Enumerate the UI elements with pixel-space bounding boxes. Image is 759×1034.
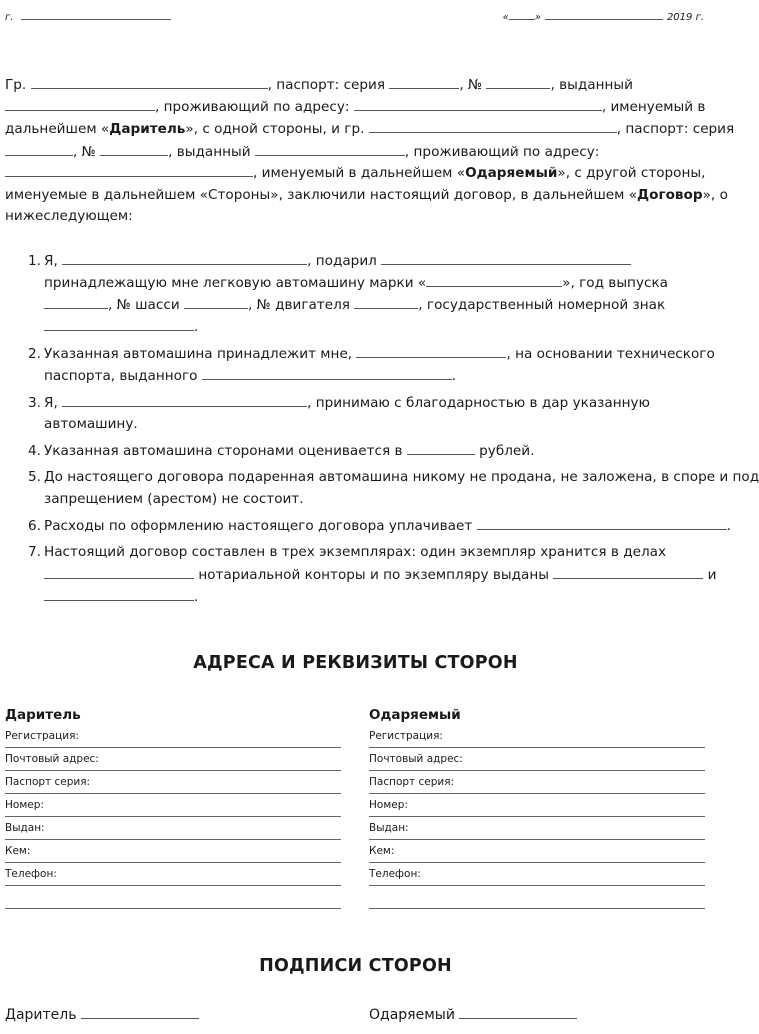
donor-postal-address-field[interactable]: Почтовый адрес:	[5, 752, 341, 771]
date-open-quote: «	[502, 12, 509, 23]
requisites-heading: АДРЕСА И РЕКВИЗИТЫ СТОРОН	[193, 653, 518, 673]
text: », год выпуска	[562, 275, 669, 291]
notary-office-blank[interactable]	[44, 566, 194, 579]
chassis-number-blank[interactable]	[184, 296, 248, 309]
donee-passport-series-blank[interactable]	[5, 143, 73, 156]
text: .	[194, 319, 199, 335]
text: рублей.	[479, 443, 535, 459]
donor-passport-number-blank[interactable]	[486, 76, 550, 89]
clause-2	[28, 345, 715, 362]
donor-address-blank[interactable]	[354, 98, 602, 111]
donor-term: Даритель	[109, 121, 186, 137]
text: нижеследующем:	[5, 208, 133, 224]
donee-phone-field[interactable]: Телефон:	[369, 867, 705, 886]
donee-signature	[369, 1006, 577, 1023]
preamble-line-5	[5, 164, 705, 181]
donor-passport-series-field[interactable]: Паспорт серия:	[5, 775, 341, 794]
donor-requisites	[5, 705, 343, 880]
clause-3	[28, 394, 650, 411]
clause-6	[28, 517, 731, 534]
text: , подарил	[307, 253, 377, 269]
text: .	[194, 589, 199, 605]
clause-4	[28, 442, 534, 459]
donor-extra-line[interactable]	[5, 890, 341, 909]
donor-passport-series-blank[interactable]	[389, 76, 459, 89]
owner-name-blank[interactable]	[356, 345, 506, 358]
donee-issued-blank[interactable]	[255, 143, 405, 156]
donee-number-field[interactable]: Номер:	[369, 798, 705, 817]
text: автомашину.	[44, 416, 138, 432]
text: , №	[73, 144, 96, 160]
clause-number: 1.	[28, 253, 41, 269]
clause-3-line-2	[44, 416, 138, 432]
donee-requisites	[369, 705, 707, 880]
donor-name-blank[interactable]	[31, 76, 268, 89]
document-header	[5, 9, 704, 25]
copy-recipient-2-blank[interactable]	[44, 588, 194, 601]
text: , выданный	[550, 77, 633, 93]
city-field	[5, 9, 171, 23]
preamble-line-3	[5, 120, 734, 137]
text: », с одной стороны, и гр.	[185, 121, 365, 137]
tech-passport-issuer-blank[interactable]	[202, 367, 452, 380]
text: До настоящего договора подаренная автомашина никому не продана, не заложена, в споре и под	[44, 469, 759, 485]
donor-phone-field[interactable]: Телефон:	[5, 867, 341, 886]
donee-issued-by-field[interactable]: Кем:	[369, 844, 705, 863]
text: , проживающий по адресу:	[155, 99, 350, 115]
contract-term: Договор	[637, 187, 703, 203]
donor-signature-blank[interactable]	[81, 1006, 199, 1019]
clause-number: 2.	[28, 346, 41, 362]
text: , выданный	[168, 144, 251, 160]
donee-requisites-title: Одаряемый	[369, 707, 461, 723]
donor-issued-by-field[interactable]: Кем:	[5, 844, 341, 863]
text: , № шасси	[108, 297, 180, 313]
clause-7-line-2	[44, 566, 717, 583]
text: , № двигателя	[247, 297, 350, 313]
recipient-name-blank[interactable]	[62, 394, 307, 407]
donee-address-blank[interactable]	[5, 164, 253, 177]
date-field	[503, 9, 704, 23]
donee-extra-line[interactable]	[369, 890, 705, 909]
clause-1-line-4	[44, 318, 198, 335]
signatures-heading: ПОДПИСИ СТОРОН	[259, 956, 452, 976]
donee-signature-blank[interactable]	[459, 1006, 577, 1019]
text: , принимаю с благодарностью в дар указанную	[307, 395, 650, 411]
clause-5-line-2	[44, 491, 304, 507]
donee-signature-label: Одаряемый	[369, 1007, 455, 1023]
donor-issued-blank[interactable]	[5, 98, 155, 111]
text: нотариальной конторы и по экземпляру выданы	[198, 567, 550, 583]
text: Гр.	[5, 77, 27, 93]
text: , именуемый в дальнейшем «	[253, 165, 466, 181]
text: , государственный номерной знак	[418, 297, 666, 313]
copy-recipient-1-blank[interactable]	[553, 566, 703, 579]
year-label: 2019 г.	[666, 12, 704, 23]
text: паспорта, выданного	[44, 368, 198, 384]
month-blank[interactable]	[545, 9, 663, 20]
text: , №	[459, 77, 483, 93]
clause-number: 6.	[28, 518, 41, 534]
clause-7-line-3	[44, 588, 198, 605]
clause-5	[28, 469, 759, 485]
text: дальнейшем «	[5, 121, 110, 137]
text: Настоящий договор составлен в трех экземплярах: один экземпляр хранится в делах	[44, 544, 667, 560]
text: и	[707, 567, 717, 583]
donee-name-blank[interactable]	[369, 120, 617, 133]
donee-fullname-blank[interactable]	[381, 252, 631, 265]
day-blank[interactable]	[509, 9, 535, 20]
text: , проживающий по адресу:	[404, 144, 600, 160]
text: », с другой стороны,	[557, 165, 706, 181]
text: .	[726, 518, 731, 534]
clause-number: 7.	[28, 544, 41, 560]
date-close-quote: »	[534, 12, 541, 23]
car-make-blank[interactable]	[426, 274, 562, 287]
text: Указанная автомашина сторонами оценивается в	[44, 443, 403, 459]
clause-number: 5.	[28, 469, 41, 485]
text: запрещением (арестом) не состоит.	[44, 491, 304, 507]
preamble-line-6	[5, 187, 728, 203]
donor-signature-label: Даритель	[5, 1007, 77, 1023]
donor-issued-date-field[interactable]: Выдан:	[5, 821, 341, 840]
text: , на основании технического	[506, 346, 715, 362]
clause-number: 3.	[28, 395, 41, 411]
clause-1-line-2	[44, 274, 668, 291]
preamble-line-2	[5, 98, 705, 115]
text: Я,	[44, 395, 58, 411]
text: Я,	[44, 253, 58, 269]
text: , паспорт: серия	[267, 77, 386, 93]
clause-number: 4.	[28, 443, 41, 459]
donor-registration-field[interactable]: Регистрация:	[5, 729, 341, 748]
donor-signature	[5, 1006, 199, 1023]
donor-fullname-blank[interactable]	[62, 252, 307, 265]
clause-2-line-2	[44, 367, 456, 384]
preamble-line-1	[5, 76, 633, 93]
plate-number-blank[interactable]	[44, 318, 194, 331]
clause-1-line-3	[44, 296, 665, 313]
text: принадлежащую мне легковую автомашину марки «	[44, 275, 427, 291]
city-blank[interactable]	[21, 9, 171, 20]
car-value-blank[interactable]	[407, 442, 475, 455]
text: Расходы по оформлению настоящего договора уплачивает	[44, 518, 473, 534]
car-year-blank[interactable]	[44, 296, 108, 309]
donor-requisites-title: Даритель	[5, 707, 81, 723]
donor-number-field[interactable]: Номер:	[5, 798, 341, 817]
payer-blank[interactable]	[477, 517, 727, 530]
donee-term: Одаряемый	[465, 165, 558, 181]
engine-number-blank[interactable]	[354, 296, 418, 309]
donee-registration-field[interactable]: Регистрация:	[369, 729, 705, 748]
donee-postal-address-field[interactable]: Почтовый адрес:	[369, 752, 705, 771]
text: .	[451, 368, 457, 384]
clause-1	[28, 252, 631, 269]
text: », о	[702, 187, 728, 203]
text: Указанная автомашина принадлежит мне,	[44, 346, 353, 362]
clause-7	[28, 544, 666, 560]
text: именуемые в дальнейшем «Стороны», заключили настоящий договор, в дальнейшем «	[5, 187, 638, 203]
city-prefix: г.	[5, 12, 14, 23]
text: , паспорт: серия	[616, 121, 735, 137]
donee-passport-series-field[interactable]: Паспорт серия:	[369, 775, 705, 794]
donee-passport-number-blank[interactable]	[100, 143, 168, 156]
preamble-line-4	[5, 143, 599, 160]
donee-issued-date-field[interactable]: Выдан:	[369, 821, 705, 840]
preamble-line-7	[5, 208, 133, 224]
text: , именуемый в	[601, 99, 706, 115]
